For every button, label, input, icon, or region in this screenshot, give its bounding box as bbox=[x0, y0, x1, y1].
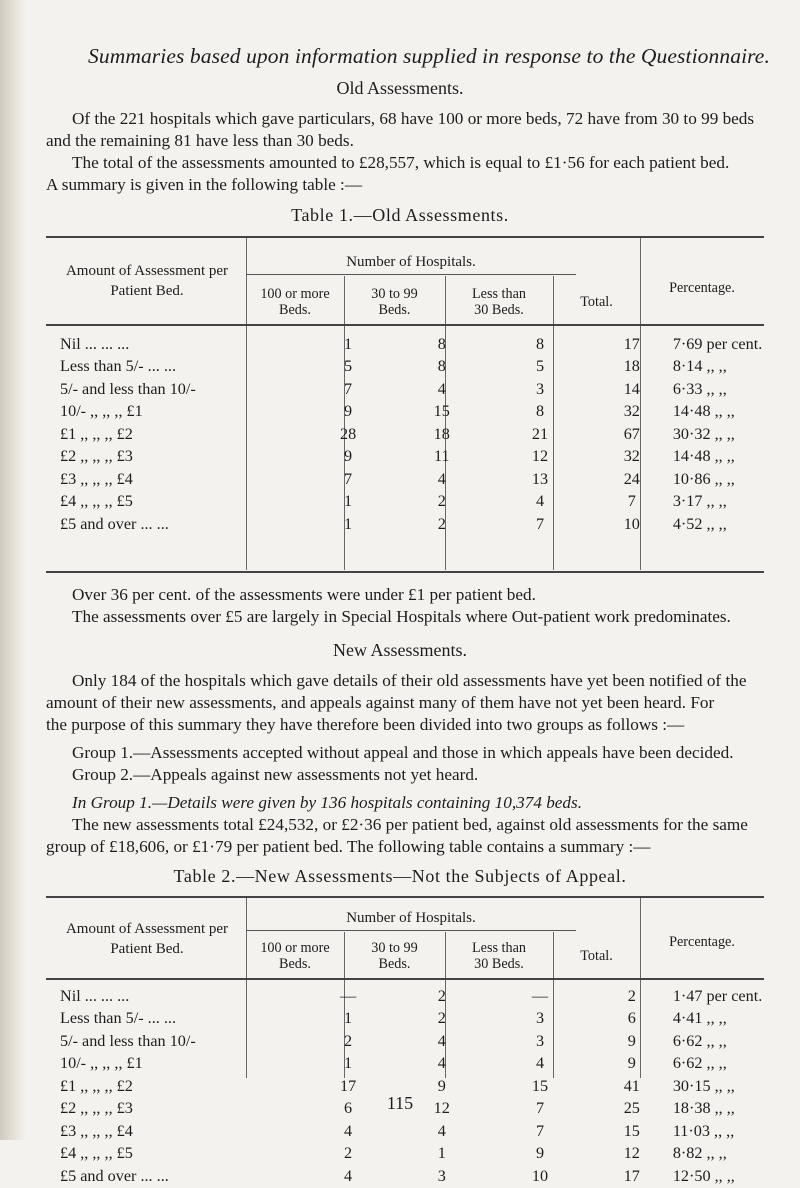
table2-top-rule bbox=[46, 896, 764, 898]
row-label: Nil ... ... ... bbox=[60, 334, 130, 353]
new-p1-line1: Only 184 of the hospitals which gave details of their old assessments have yet been notified of the bbox=[72, 671, 747, 690]
table-row bbox=[60, 378, 800, 401]
cell-30-99: 2 bbox=[437, 492, 446, 511]
cell-total: 18 bbox=[623, 357, 640, 376]
cell-under-30: 4 bbox=[535, 1054, 545, 1073]
page-heading: Summaries based upon information supplied in response to the Questionnaire. bbox=[88, 44, 770, 68]
cell-under-30: 3 bbox=[535, 379, 545, 398]
cell-percentage: 8·82 ,, ,, bbox=[672, 1144, 727, 1163]
row-label: £1 ,, ,, ,, £2 bbox=[60, 1076, 133, 1095]
table-row bbox=[60, 401, 800, 424]
table1-col2-header-2: Beds. bbox=[378, 302, 411, 318]
row-label: £3 ,, ,, ,, £4 bbox=[60, 469, 133, 488]
table-row bbox=[60, 423, 800, 446]
cell-30-99: 4 bbox=[437, 1031, 446, 1050]
cell-under-30: 21 bbox=[531, 424, 549, 443]
cell-percentage: 12·50 ,, ,, bbox=[672, 1166, 735, 1185]
cell-30-99: 2 bbox=[437, 986, 446, 1005]
cell-percentage: 14·48 ,, ,, bbox=[672, 447, 735, 466]
cell-total: 25 bbox=[623, 1099, 640, 1118]
new-assessments-title: New Assessments. bbox=[333, 640, 467, 660]
old-after-line1: Over 36 per cent. of the assessments were under £1 per patient bed. bbox=[72, 585, 536, 604]
table-row bbox=[60, 985, 800, 1008]
cell-percentage: 6·33 ,, ,, bbox=[672, 379, 727, 398]
cell-100-plus: 1 bbox=[344, 1054, 353, 1073]
old-para2-line2: A summary is given in the following table :— bbox=[46, 175, 363, 194]
table2-col3-header-2: 30 Beds. bbox=[474, 956, 524, 972]
cell-percentage: 4·41 ,, ,, bbox=[672, 1009, 727, 1028]
cell-percentage: 30·32 ,, ,, bbox=[672, 424, 735, 443]
table2-caption: Table 2.—New Assessments—Not the Subjects of Appeal. bbox=[173, 866, 627, 886]
table2-stub-header-1: Amount of Assessment per bbox=[65, 921, 229, 937]
row-label: £5 and over ... ... bbox=[60, 1166, 169, 1185]
new-p2-line2: group of £18,606, or £1·79 per patient bed. The following table contains a summary :— bbox=[46, 837, 651, 856]
cell-100-plus: 1 bbox=[344, 514, 353, 533]
cell-under-30: 3 bbox=[535, 1009, 545, 1028]
table1-col1-header-1: 100 or more bbox=[260, 286, 330, 302]
page-number: 115 bbox=[386, 1093, 414, 1113]
cell-under-30: 15 bbox=[531, 1076, 549, 1095]
table1-group-header: Number of Hospitals. bbox=[346, 254, 476, 270]
table2-col3-header-1: Less than bbox=[472, 940, 526, 956]
cell-under-30: 9 bbox=[535, 1144, 545, 1163]
new-in-group: In Group 1.—Details were given by 136 hospitals containing 10,374 beds. bbox=[72, 793, 583, 812]
table-row bbox=[60, 491, 800, 514]
table2-group-header: Number of Hospitals. bbox=[346, 910, 476, 926]
table2-body bbox=[60, 985, 800, 1188]
new-group1: Group 1.—Assessments accepted without appeal and those in which appeals have been decided. bbox=[72, 743, 734, 762]
table-row bbox=[60, 446, 800, 469]
cell-under-30: 10 bbox=[531, 1166, 549, 1185]
cell-under-30: — bbox=[531, 986, 549, 1005]
cell-total: 17 bbox=[623, 1166, 640, 1185]
row-label: 10/- ,, ,, ,, £1 bbox=[60, 402, 143, 421]
table1-col1-header-2: Beds. bbox=[279, 302, 311, 318]
cell-total: 41 bbox=[623, 1076, 640, 1095]
cell-percentage: 30·15 ,, ,, bbox=[672, 1076, 735, 1095]
cell-under-30: 13 bbox=[531, 469, 549, 488]
table-row bbox=[60, 1030, 800, 1053]
cell-percentage: 14·48 ,, ,, bbox=[672, 402, 735, 421]
cell-percentage: 3·17 ,, ,, bbox=[672, 492, 727, 511]
cell-total: 15 bbox=[623, 1121, 640, 1140]
cell-total: 6 bbox=[627, 1009, 636, 1028]
cell-under-30: 12 bbox=[531, 447, 549, 466]
table1-group-rule bbox=[246, 274, 576, 275]
old-para2-line1: The total of the assessments amounted to £28,557, which is equal to £1·56 for each patient bed. bbox=[72, 153, 730, 172]
cell-total: 12 bbox=[623, 1144, 640, 1163]
row-label: £4 ,, ,, ,, £5 bbox=[60, 1144, 133, 1163]
row-label: £1 ,, ,, ,, £2 bbox=[60, 424, 133, 443]
cell-total: 9 bbox=[627, 1031, 636, 1050]
cell-100-plus: — bbox=[340, 986, 357, 1005]
new-group2: Group 2.—Appeals against new assessments not yet heard. bbox=[72, 765, 479, 784]
table1-top-rule bbox=[46, 236, 764, 238]
cell-100-plus: 28 bbox=[340, 424, 357, 443]
new-p1-line3: the purpose of this summary they have therefore been divided into two groups as follows :— bbox=[46, 715, 685, 734]
table2-group-rule bbox=[246, 930, 576, 931]
cell-percentage: 6·62 ,, ,, bbox=[672, 1031, 727, 1050]
row-label: £2 ,, ,, ,, £3 bbox=[60, 1099, 133, 1118]
table1-caption: Table 1.—Old Assessments. bbox=[291, 205, 509, 225]
cell-under-30: 7 bbox=[535, 514, 545, 533]
table1-header-rule bbox=[46, 324, 764, 326]
table1-bottom-rule bbox=[46, 571, 764, 573]
cell-under-30: 5 bbox=[535, 357, 545, 376]
row-label: Less than 5/- ... ... bbox=[60, 1009, 176, 1028]
cell-percentage: 18·38 ,, ,, bbox=[672, 1099, 735, 1118]
cell-100-plus: 1 bbox=[344, 492, 353, 511]
cell-30-99: 18 bbox=[433, 424, 450, 443]
table2-col2-header-2: Beds. bbox=[378, 956, 411, 972]
cell-percentage: 8·14 ,, ,, bbox=[672, 357, 727, 376]
cell-percentage: 6·62 ,, ,, bbox=[672, 1054, 727, 1073]
cell-under-30: 3 bbox=[535, 1031, 545, 1050]
cell-under-30: 7 bbox=[535, 1121, 545, 1140]
cell-30-99: 1 bbox=[437, 1144, 446, 1163]
cell-under-30: 8 bbox=[535, 402, 545, 421]
cell-100-plus: 2 bbox=[344, 1144, 353, 1163]
table1-col5-header: Percentage. bbox=[669, 280, 735, 296]
old-para1-line1: Of the 221 hospitals which gave particulars, 68 have 100 or more beds, 72 have from 30 to 99 beds bbox=[72, 109, 755, 128]
table-row bbox=[60, 356, 800, 379]
row-label: £3 ,, ,, ,, £4 bbox=[60, 1121, 133, 1140]
cell-total: 10 bbox=[623, 514, 640, 533]
table-row bbox=[60, 1008, 800, 1031]
cell-100-plus: 9 bbox=[344, 402, 353, 421]
cell-total: 67 bbox=[623, 424, 640, 443]
table2-col2-header-1: 30 to 99 bbox=[371, 940, 418, 956]
row-label: Nil ... ... ... bbox=[60, 986, 130, 1005]
cell-30-99: 3 bbox=[437, 1166, 446, 1185]
cell-100-plus: 6 bbox=[344, 1099, 353, 1118]
cell-30-99: 8 bbox=[437, 334, 446, 353]
table-row bbox=[60, 1143, 800, 1166]
cell-100-plus: 2 bbox=[344, 1031, 353, 1050]
cell-percentage: 1·47 per cent. bbox=[672, 986, 763, 1005]
table-row bbox=[60, 468, 800, 491]
new-p1-line2: amount of their new assessments, and appeals against many of them have not yet been heard. For bbox=[46, 693, 715, 712]
row-label: 10/- ,, ,, ,, £1 bbox=[60, 1054, 143, 1073]
cell-30-99: 15 bbox=[433, 402, 450, 421]
cell-total: 17 bbox=[623, 334, 640, 353]
cell-under-30: 7 bbox=[535, 1099, 545, 1118]
cell-percentage: 10·86 ,, ,, bbox=[672, 469, 735, 488]
cell-30-99: 4 bbox=[437, 379, 446, 398]
cell-30-99: 9 bbox=[437, 1076, 446, 1095]
cell-under-30: 4 bbox=[535, 492, 545, 511]
table-row bbox=[60, 333, 800, 356]
table1-col3-header-2: 30 Beds. bbox=[474, 302, 524, 318]
old-assessments-title: Old Assessments. bbox=[336, 78, 464, 98]
table1-col3-header-1: Less than bbox=[472, 286, 526, 302]
cell-100-plus: 7 bbox=[344, 469, 353, 488]
table-row bbox=[60, 1165, 800, 1188]
table2-col5-header: Percentage. bbox=[669, 934, 735, 950]
cell-under-30: 8 bbox=[535, 334, 545, 353]
cell-total: 9 bbox=[627, 1054, 636, 1073]
cell-100-plus: 1 bbox=[344, 334, 353, 353]
row-label: Less than 5/- ... ... bbox=[60, 357, 176, 376]
table-row bbox=[60, 1120, 800, 1143]
cell-100-plus: 17 bbox=[340, 1076, 357, 1095]
cell-30-99: 11 bbox=[433, 447, 450, 466]
cell-100-plus: 1 bbox=[344, 1009, 353, 1028]
table-row bbox=[60, 1053, 800, 1076]
table1-stub-header-2: Patient Bed. bbox=[110, 283, 184, 299]
cell-100-plus: 4 bbox=[344, 1121, 353, 1140]
row-label: £5 and over ... ... bbox=[60, 514, 169, 533]
row-label: £2 ,, ,, ,, £3 bbox=[60, 447, 133, 466]
row-label: 5/- and less than 10/- bbox=[60, 379, 196, 398]
cell-total: 7 bbox=[627, 492, 636, 511]
old-after-line2: The assessments over £5 are largely in Special Hospitals where Out-patient work predominates. bbox=[72, 607, 731, 626]
cell-30-99: 4 bbox=[437, 469, 446, 488]
table2-col1-header-2: Beds. bbox=[279, 956, 311, 972]
cell-total: 32 bbox=[623, 447, 640, 466]
table1-col2-header-1: 30 to 99 bbox=[371, 286, 418, 302]
cell-100-plus: 7 bbox=[344, 379, 353, 398]
table2-col4-header: Total. bbox=[580, 948, 613, 964]
row-label: 5/- and less than 10/- bbox=[60, 1031, 196, 1050]
cell-total: 2 bbox=[627, 986, 636, 1005]
cell-30-99: 2 bbox=[437, 1009, 446, 1028]
cell-30-99: 8 bbox=[437, 357, 446, 376]
old-para1-line2: and the remaining 81 have less than 30 beds. bbox=[46, 131, 354, 150]
table2-col1-header-1: 100 or more bbox=[260, 940, 330, 956]
cell-total: 32 bbox=[623, 402, 640, 421]
cell-total: 14 bbox=[623, 379, 640, 398]
cell-30-99: 4 bbox=[437, 1054, 446, 1073]
table1-stub-header-1: Amount of Assessment per bbox=[65, 263, 229, 279]
cell-100-plus: 4 bbox=[344, 1166, 353, 1185]
table2-stub-header-2: Patient Bed. bbox=[110, 941, 184, 957]
cell-percentage: 4·52 ,, ,, bbox=[672, 514, 727, 533]
cell-percentage: 7·69 per cent. bbox=[672, 334, 763, 353]
cell-30-99: 12 bbox=[433, 1099, 450, 1118]
page-spine-shadow bbox=[0, 0, 26, 1140]
table1-col4-header: Total. bbox=[580, 294, 613, 310]
cell-percentage: 11·03 ,, ,, bbox=[672, 1121, 735, 1140]
row-label: £4 ,, ,, ,, £5 bbox=[60, 492, 133, 511]
table2-header-rule bbox=[46, 978, 764, 980]
new-p2-line1: The new assessments total £24,532, or £2·36 per patient bed, against old assessments for the same bbox=[72, 815, 748, 834]
table1-body bbox=[60, 333, 800, 536]
cell-total: 24 bbox=[623, 469, 640, 488]
cell-100-plus: 5 bbox=[344, 357, 353, 376]
cell-30-99: 4 bbox=[437, 1121, 446, 1140]
cell-100-plus: 9 bbox=[344, 447, 353, 466]
cell-30-99: 2 bbox=[437, 514, 446, 533]
table-row bbox=[60, 513, 800, 536]
